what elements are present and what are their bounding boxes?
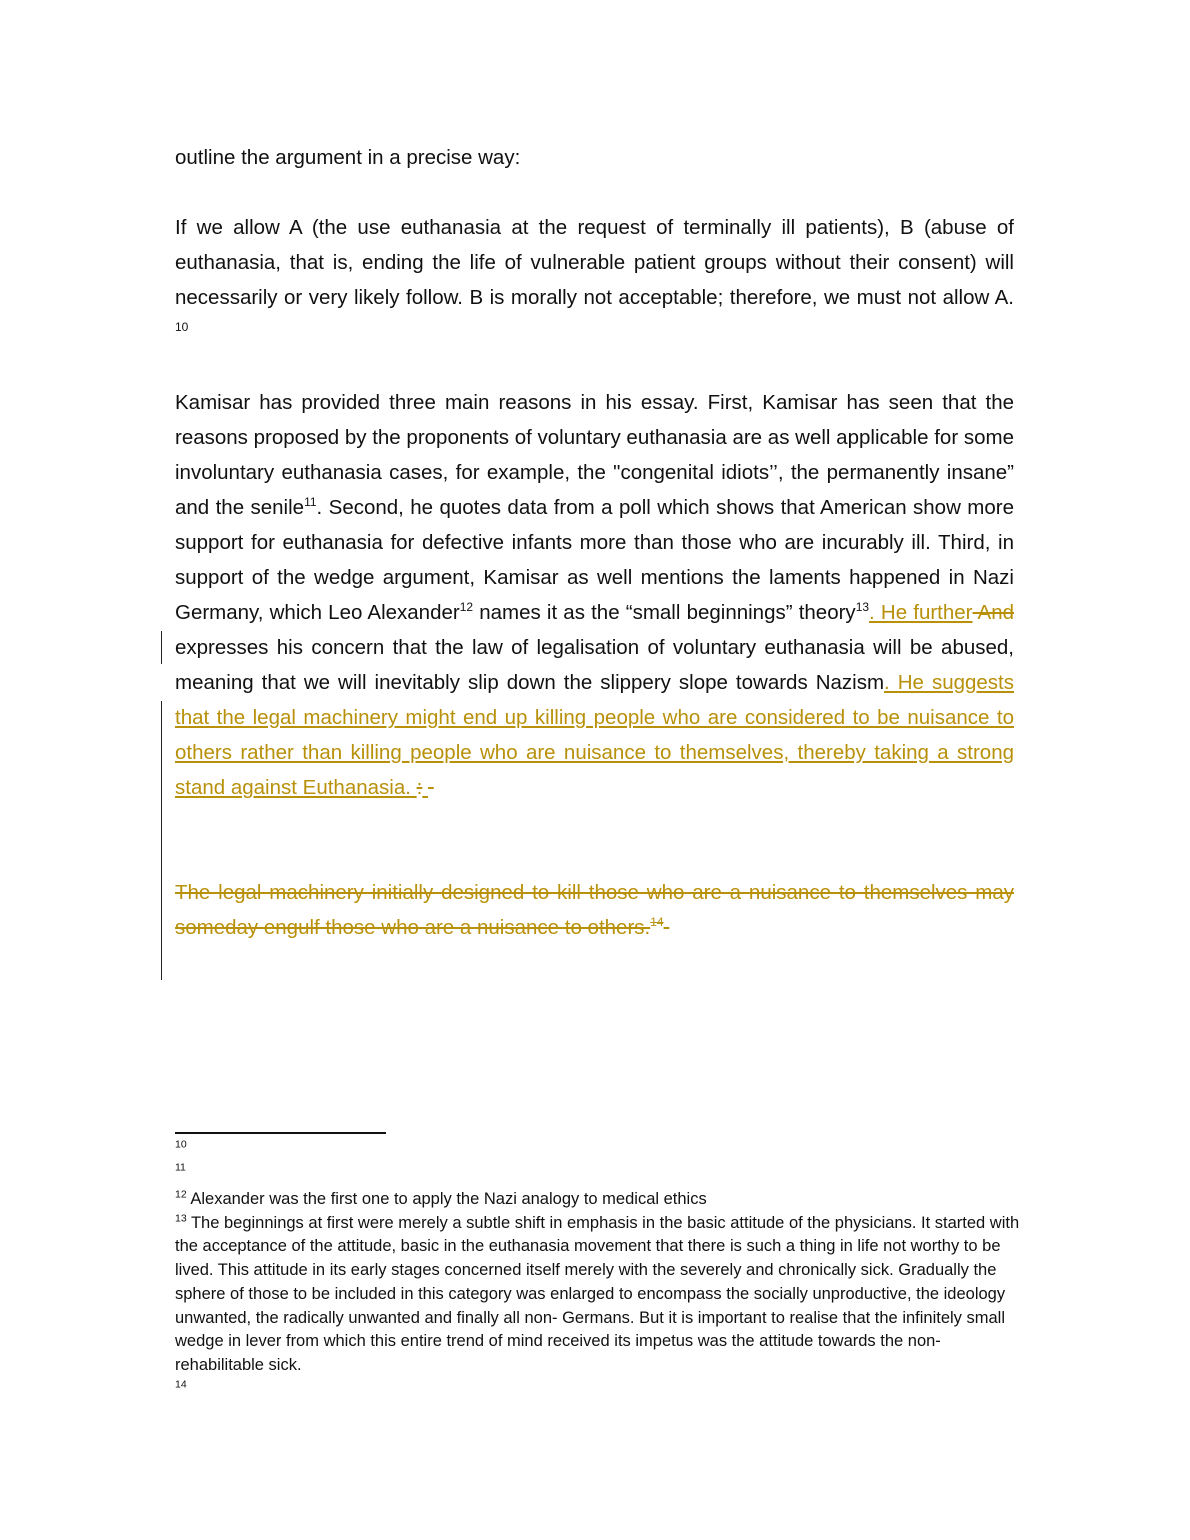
paragraph-kamisar	[175, 385, 1014, 805]
paragraph-argument-text: If we allow A (the use euthanasia at the request of terminally ill patients), B (abuse of euthanasia, that is, ending the life of vulnerable patient groups without their consent) will necessarily or very likely follow. B is morally not acceptable; therefore, we must not allow A.	[175, 216, 1014, 309]
footnote-11	[175, 1161, 1020, 1188]
footnote-ref-13[interactable]: 13	[855, 600, 870, 615]
paragraph-argument	[175, 210, 1014, 350]
footnote-text: The beginnings at first were merely a subtle shift in emphasis in the basic attitude of the physicians. It started with the acceptance of the attitude, basic in the euthanasia movement that there is such a thing in life not worthy to be lived. This attitude in its early stages concerned itself merely with the severely and chronically sick. Gradually the sphere of those to be included in this category was enlarged to encompass the socially unproductive, the ideology unwanted, the radically unwanted and finally all non- Germans. But it is important to realise that the infinitely small wedge in lever from which this entire trend of mind received its impetus was the attitude towards the non-rehabilitable sick.	[175, 1213, 1020, 1374]
footnote-ref-12[interactable]: 12	[459, 600, 474, 615]
footnote-12	[175, 1188, 1020, 1212]
tracked-insertion-he-further[interactable]: . He further	[869, 601, 973, 624]
footnote-number: 11	[175, 1161, 186, 1174]
footnote-10	[175, 1138, 1020, 1161]
footnote-ref-11[interactable]: 11	[304, 495, 317, 510]
footnote-number: 13	[175, 1212, 187, 1225]
kamisar-text-d: expresses his concern that the law of legalisation of voluntary euthanasia will be abused, meaning that we will inevitably slip down the slippery slope towards Nazism	[175, 636, 1014, 694]
footnote-13	[175, 1212, 1020, 1378]
tracked-deletion-and[interactable]: And	[972, 601, 1014, 624]
change-bar	[161, 701, 162, 980]
kamisar-text-c: names it as the “small beginnings” theory	[473, 601, 856, 624]
tracked-deletion-quote[interactable]: The legal machinery initially designed to kill those who are a nuisance to themselves may someday engulf those who are a nuisance to others.	[175, 881, 1014, 939]
tracked-insertion-legal-machinery[interactable]: . He suggests that the legal machinery might end up killing people who are considered to be nuisance to others rather than killing people who are nuisance to themselves, thereby taking a strong stand against Euthanasia.	[175, 671, 1015, 799]
tracked-deletion-colon[interactable]: :	[416, 776, 423, 799]
paragraph-intro-text: outline the argument in a precise way:	[175, 146, 521, 169]
footnote-number: 10	[175, 1138, 187, 1151]
footnote-14	[175, 1378, 1020, 1402]
tracked-deletion-trailing[interactable]	[664, 916, 670, 939]
footnote-text: Alexander was the first one to apply the Nazi analogy to medical ethics	[186, 1190, 707, 1208]
footnotes-area	[175, 1138, 1020, 1401]
footnote-number: 12	[175, 1188, 187, 1201]
kamisar-text-a: Kamisar has provided three main reasons in his essay. First, Kamisar has seen that the reasons proposed by the proponents of voluntary euthanasia are as well applicable for some involuntary euthanasia cases, for example, the "congenital idiots’’, the permanently insane” and the senile	[175, 391, 1014, 519]
footnote-ref-10[interactable]: 10	[175, 320, 189, 335]
footnote-number: 14	[175, 1378, 187, 1391]
tracked-deletion-mark[interactable]	[428, 776, 434, 799]
change-bar	[161, 631, 162, 664]
footnote-separator	[175, 1132, 386, 1134]
paragraph-intro	[175, 140, 1014, 175]
paragraph-deleted-quote	[175, 875, 1014, 945]
kamisar-text-b: . Second, he quotes data from a poll which shows that American show more support for euthanasia for defective infants more than those who are incurably ill. Third, in support of the wedge argument, Kamisar as well mentions the laments happened in Nazi Germany, which Leo Alexander	[175, 496, 1014, 624]
footnote-ref-14-deleted[interactable]: 14	[650, 915, 664, 930]
